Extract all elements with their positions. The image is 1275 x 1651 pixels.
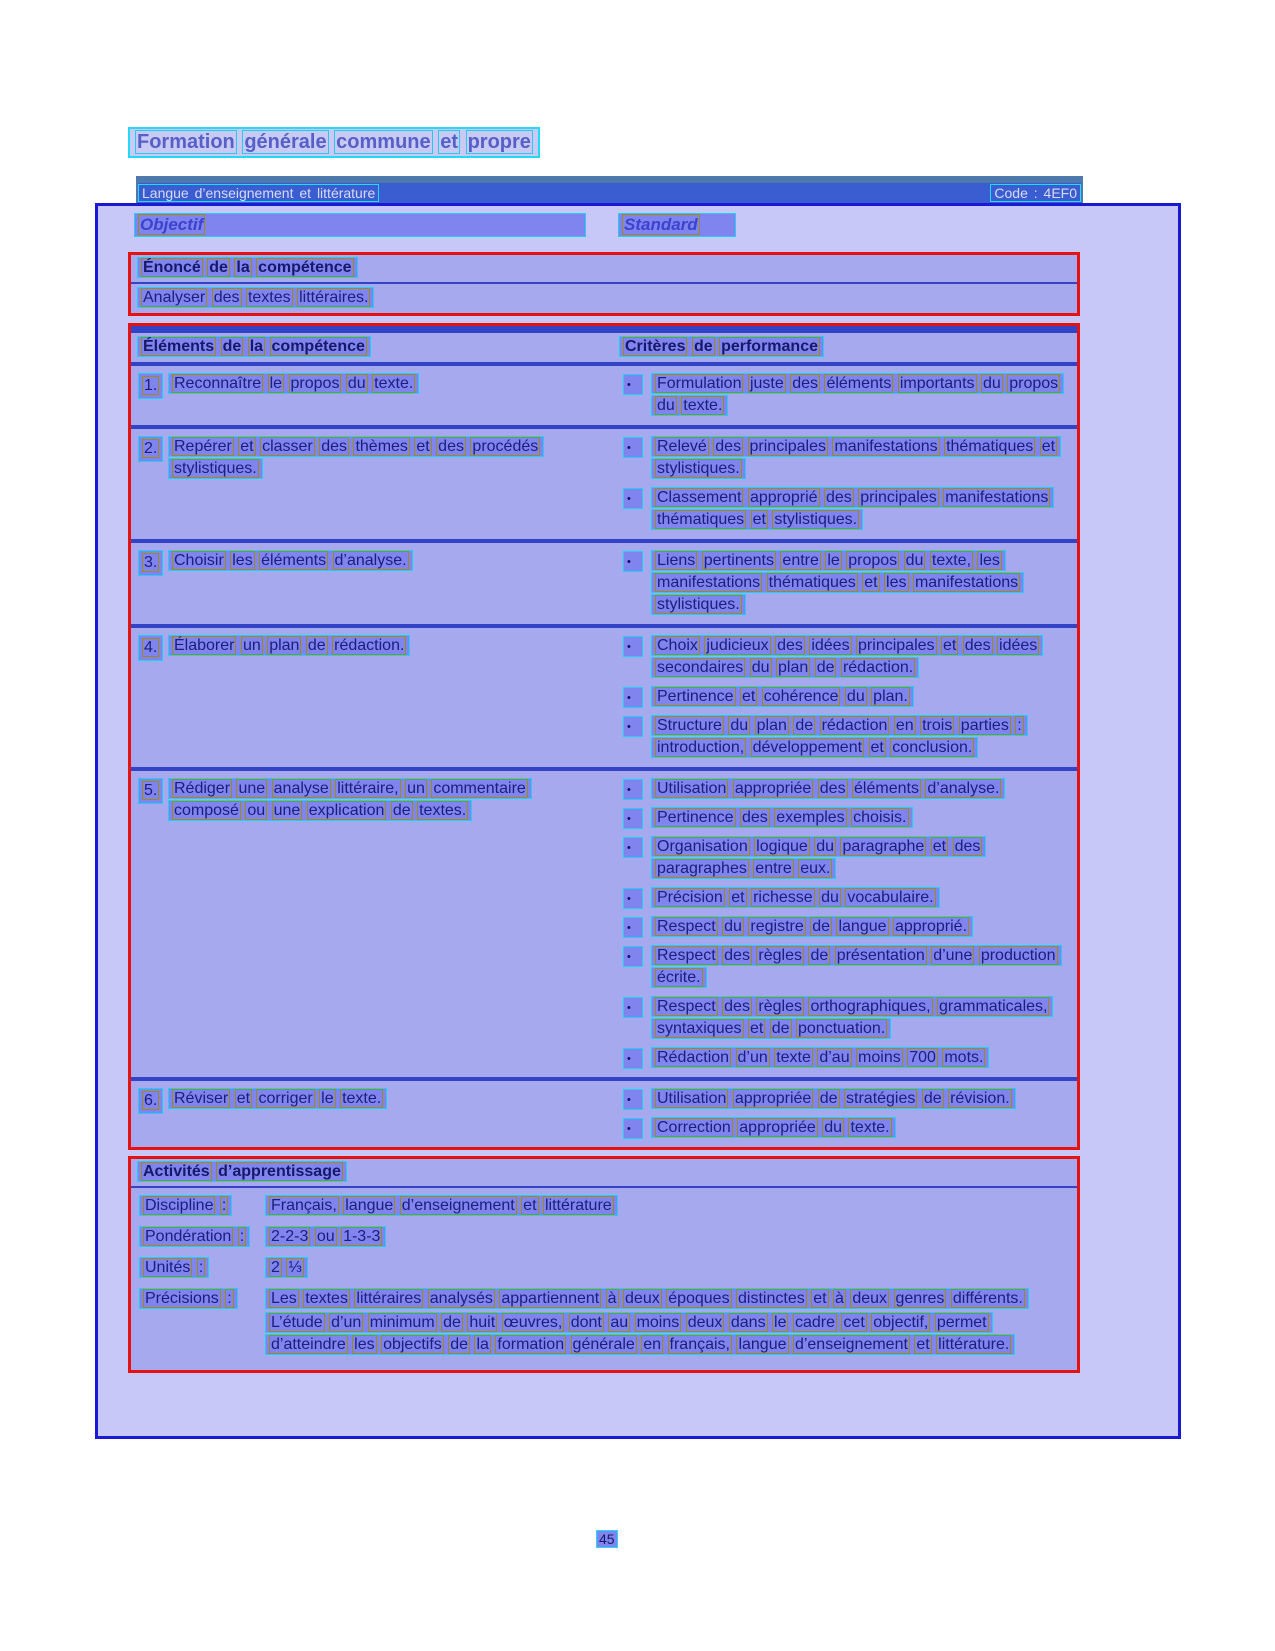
bullet-icon: • (623, 716, 643, 737)
field-label: Unités : (139, 1257, 209, 1278)
table-row (131, 429, 1077, 539)
bullet-icon: • (623, 1048, 643, 1069)
column-headings-row (98, 213, 1178, 246)
element-text: Rédiger une analyse littéraire, un commentaire composé ou une explication de textes. (168, 778, 532, 821)
field-values (265, 1257, 1071, 1281)
bullet-icon: • (623, 946, 643, 967)
criterion-item (611, 436, 1071, 480)
bullet-icon: • (623, 687, 643, 708)
page-title: Formation générale commune et propre (128, 127, 540, 158)
table-row (131, 366, 1077, 425)
field-label: Pondération : (139, 1226, 250, 1247)
bullet-icon: • (623, 551, 643, 572)
criterion-text: Pertinence et cohérence du plan. (651, 686, 914, 707)
bullet-icon: • (623, 1089, 643, 1110)
field-value: L’étude d’un minimum de huit œuvres, dont au moins deux dans le cadre cet objectif, permet d’atteindre les objectifs de la formation générale en français, langue d’enseignement et littérature. (265, 1312, 1015, 1355)
criterion-text: Respect des règles de présentation d’une production écrite. (651, 945, 1062, 988)
competence-rows (131, 362, 1077, 1147)
criterion-text: Formulation juste des éléments importants du propos du texte. (651, 373, 1064, 416)
criteria-cell (611, 777, 1077, 1069)
field-values (265, 1195, 1071, 1219)
bullet-icon: • (623, 997, 643, 1018)
bullet-icon: • (623, 437, 643, 458)
criterion-item (611, 635, 1071, 679)
bullet-icon: • (623, 488, 643, 509)
element-text: Choisir les éléments d’analyse. (168, 550, 413, 571)
subject-label: Langue d’enseignement et littérature (138, 184, 379, 202)
criterion-item (611, 807, 1071, 829)
field-values (265, 1288, 1071, 1358)
criterion-text: Structure du plan de rédaction en trois parties : introduction, développement et conclusion. (651, 715, 1028, 758)
standard-heading: Standard (618, 213, 736, 237)
criterion-item (611, 550, 1071, 616)
bullet-icon: • (623, 779, 643, 800)
criterion-text: Respect des règles orthographiques, grammaticales, syntaxiques et de ponctuation. (651, 996, 1053, 1039)
criterion-text: Rédaction d’un texte d’au moins 700 mots. (651, 1047, 989, 1068)
bullet-icon: • (623, 837, 643, 858)
field-value: 2 ⅓ (265, 1257, 308, 1278)
enonce-statement: Analyser des textes littéraires. (137, 287, 374, 308)
element-number: 5. (138, 778, 163, 804)
criteria-cell (611, 372, 1077, 417)
element-number: 3. (138, 550, 163, 576)
enonce-heading: Énoncé de la compétence (137, 257, 358, 278)
field-value: 2-2-3 ou 1-3-3 (265, 1226, 386, 1247)
criterion-text: Classement approprié des principales manifestations thématiques et stylistiques. (651, 487, 1054, 530)
criterion-text: Précision et richesse du vocabulaire. (651, 887, 940, 908)
activites-fields (131, 1188, 1077, 1370)
element-number: 1. (138, 373, 163, 399)
field-row (131, 1223, 1077, 1254)
element-number: 4. (138, 635, 163, 661)
field-row (131, 1285, 1077, 1362)
criterion-item (611, 373, 1071, 417)
criterion-item (611, 1047, 1071, 1069)
element-text: Reconnaître le propos du texte. (168, 373, 419, 394)
bullet-icon: • (623, 917, 643, 938)
field-row (131, 1254, 1077, 1285)
field-label: Précisions : (139, 1288, 238, 1309)
element-text: Repérer et classer des thèmes et des procédés stylistiques. (168, 436, 544, 479)
bullet-icon: • (623, 808, 643, 829)
field-value: Les textes littéraires analysés appartiennent à deux époques distinctes et à deux genres différents. (265, 1288, 1029, 1309)
criterion-text: Correction appropriée du texte. (651, 1117, 896, 1138)
table-row (131, 628, 1077, 767)
criterion-text: Choix judicieux des idées principales et des idées secondaires du plan de rédaction. (651, 635, 1043, 678)
criterion-item (611, 715, 1071, 759)
element-number: 6. (138, 1088, 163, 1114)
criterion-item (611, 778, 1071, 800)
bullet-icon: • (623, 1118, 643, 1139)
criterion-item (611, 686, 1071, 708)
competence-table-header (131, 333, 1077, 362)
criterion-text: Liens pertinents entre le propos du texte, les manifestations thématiques et les manifestations stylistiques. (651, 550, 1024, 615)
competence-table (128, 323, 1080, 1150)
criterion-item (611, 487, 1071, 531)
element-number: 2. (138, 436, 163, 462)
criteria-cell (611, 1087, 1077, 1139)
elements-header: Éléments de la compétence (137, 336, 371, 357)
criteres-header: Critères de performance (619, 336, 824, 357)
criterion-item (611, 887, 1071, 909)
criteria-cell (611, 435, 1077, 531)
field-row (131, 1192, 1077, 1223)
bullet-icon: • (623, 636, 643, 657)
divider (131, 326, 1077, 333)
criterion-text: Organisation logique du paragraphe et des paragraphes entre eux. (651, 836, 986, 879)
objective-standard-panel (95, 203, 1181, 1439)
criterion-text: Respect du registre de langue approprié. (651, 916, 973, 937)
criterion-text: Relevé des principales manifestations thématiques et stylistiques. (651, 436, 1061, 479)
field-values (265, 1226, 1071, 1250)
criterion-item (611, 996, 1071, 1040)
criterion-text: Pertinence des exemples choisis. (651, 807, 913, 828)
criterion-text: Utilisation appropriée de stratégies de révision. (651, 1088, 1016, 1109)
criteria-cell (611, 549, 1077, 616)
criterion-item (611, 1117, 1071, 1139)
criterion-item (611, 836, 1071, 880)
criteria-cell (611, 634, 1077, 759)
header-bar (136, 176, 1083, 203)
criterion-item (611, 916, 1071, 938)
criterion-item (611, 945, 1071, 989)
element-text: Réviser et corriger le texte. (168, 1088, 387, 1109)
objectif-heading: Objectif (134, 213, 586, 237)
table-row (131, 771, 1077, 1077)
activites-heading: Activités d’apprentissage (137, 1161, 347, 1182)
field-label: Discipline : (139, 1195, 232, 1216)
bullet-icon: • (623, 374, 643, 395)
criterion-text: Utilisation appropriée des éléments d’analyse. (651, 778, 1005, 799)
element-text: Élaborer un plan de rédaction. (168, 635, 410, 656)
field-value: Français, langue d’enseignement et littérature (265, 1195, 618, 1216)
table-row (131, 543, 1077, 624)
table-row (131, 1081, 1077, 1147)
activites-table (128, 1156, 1080, 1373)
bullet-icon: • (623, 888, 643, 909)
code-label: Code : 4EF0 (990, 184, 1081, 202)
page-number: 45 (596, 1530, 618, 1548)
enonce-table (128, 252, 1080, 316)
criterion-item (611, 1088, 1071, 1110)
